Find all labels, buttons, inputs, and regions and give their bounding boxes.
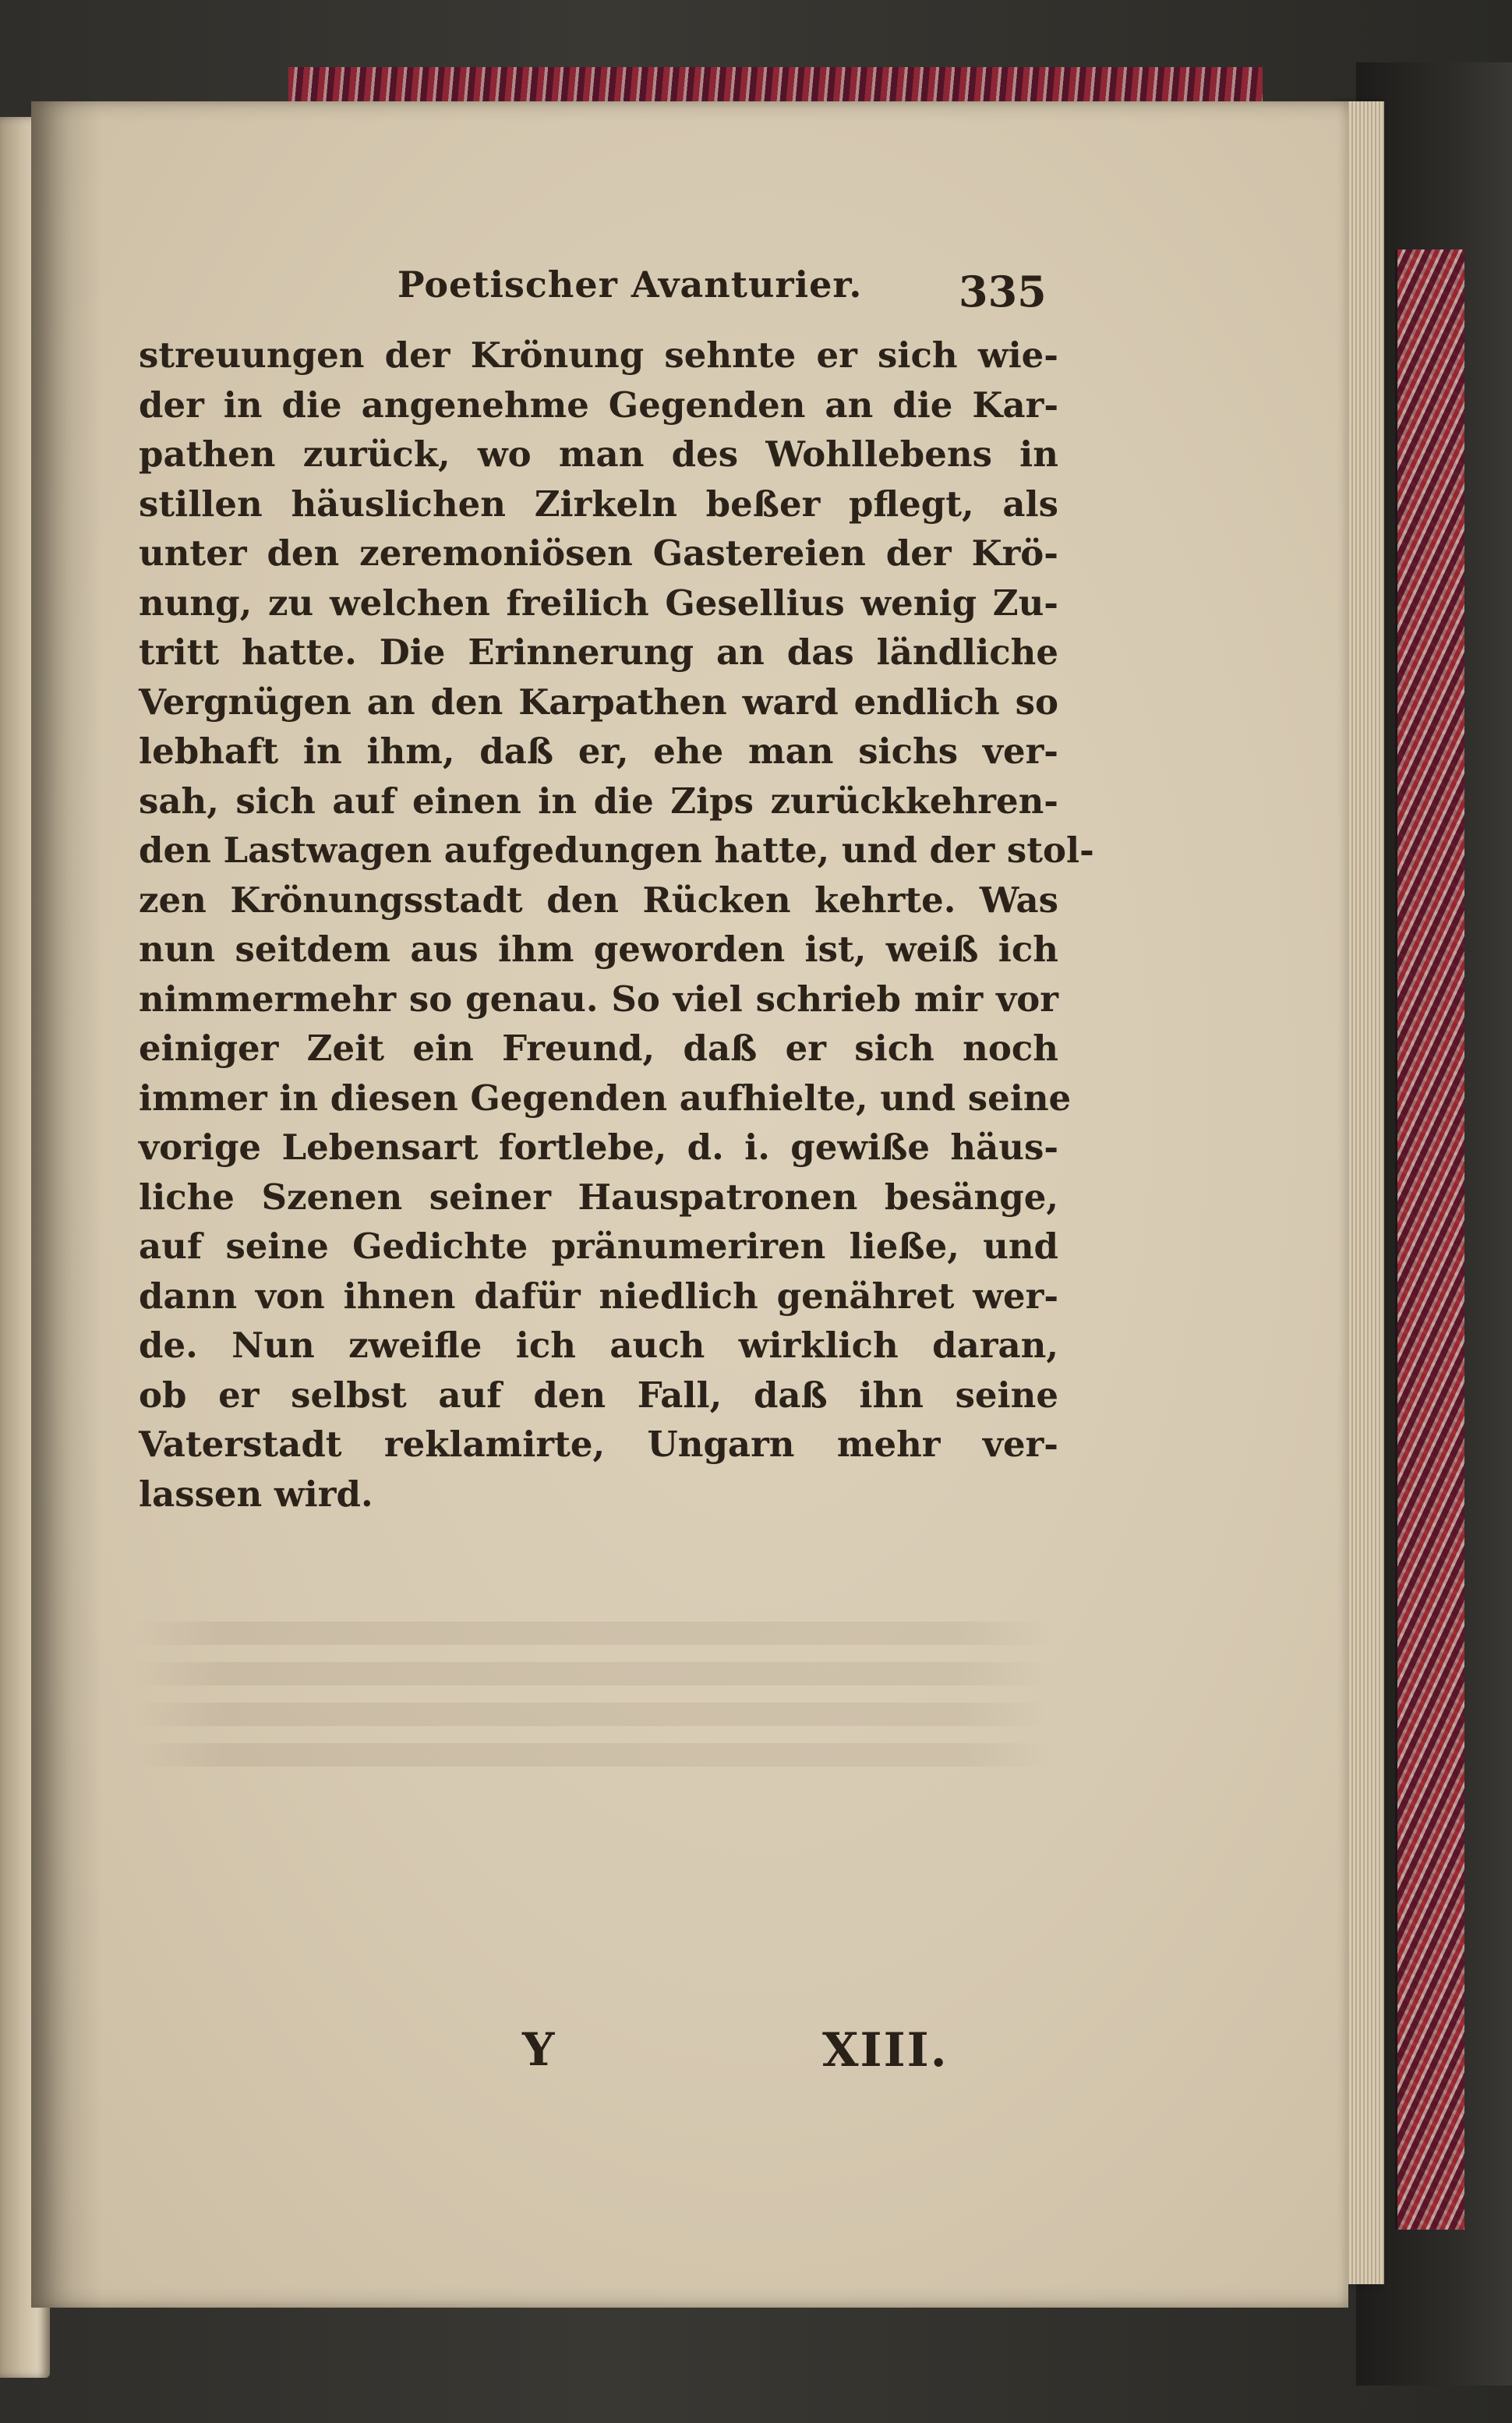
body-text	[139, 331, 1094, 1519]
text-line: einiger Zeit ein Freund, daß er sich noch	[139, 1028, 1058, 1069]
text-line: nung, zu welchen freilich Gesellius wenig Zu-	[139, 582, 1058, 624]
text-line: der in die angenehme Gegenden an die Kar-	[139, 384, 1058, 426]
text-line: auf seine Gedichte pränumeriren ließe, und	[139, 1226, 1058, 1267]
text-line: lebhaft in ihm, daß er, ehe man sichs ver-	[139, 730, 1058, 772]
page-footer	[140, 2023, 1060, 2093]
page-header	[148, 257, 1068, 327]
text-line: liche Szenen seiner Hauspatronen besänge,	[139, 1176, 1058, 1218]
text-line: ob er selbst auf den Fall, daß ihn seine	[139, 1374, 1058, 1416]
bleed-through-shadow	[132, 1622, 1052, 1777]
text-line: den Lastwagen aufgedungen hatte, und der stol-	[139, 829, 1094, 871]
text-line: nimmermehr so genau. So viel schrieb mir vor	[139, 978, 1058, 1020]
signature-mark: Y	[522, 2023, 555, 2076]
text-line: vorige Lebensart fortlebe, d. i. gewiße häus-	[139, 1127, 1058, 1168]
text-line: nun seitdem aus ihm geworden ist, weiß ich	[139, 929, 1058, 970]
running-title: Poetischer Avanturier.	[397, 264, 863, 306]
text-line: stillen häuslichen Zirkeln beßer pflegt, als	[139, 483, 1058, 525]
marbled-top-edge	[288, 67, 1263, 103]
text-line: tritt hatte. Die Erinnerung an das ländliche	[139, 631, 1058, 673]
volume-mark: XIII.	[822, 2023, 949, 2078]
text-line: pathen zurück, wo man des Wohllebens in	[139, 433, 1058, 475]
page-number: 335	[959, 267, 1047, 317]
text-line: immer in diesen Gegenden aufhielte, und seine	[139, 1077, 1072, 1119]
text-line: unter den zeremoniösen Gastereien der Krö-	[139, 532, 1058, 574]
text-line: sah, sich auf einen in die Zips zurückkehren-	[139, 780, 1058, 822]
text-line: lassen wird.	[139, 1473, 373, 1515]
text-line: dann von ihnen dafür niedlich genähret wer-	[139, 1275, 1058, 1317]
text-line: Vergnügen an den Karpathen ward endlich so	[139, 681, 1058, 723]
text-line: Vaterstadt reklamirte, Ungarn mehr ver-	[139, 1424, 1058, 1465]
marbled-edge	[1395, 249, 1464, 2230]
text-line: de. Nun zweifle ich auch wirklich daran,	[139, 1325, 1058, 1366]
text-line: streuungen der Krönung sehnte er sich wie-	[139, 334, 1058, 376]
text-line: zen Krönungsstadt den Rücken kehrte. Was	[139, 879, 1058, 921]
gutter-shadow	[31, 101, 101, 2308]
